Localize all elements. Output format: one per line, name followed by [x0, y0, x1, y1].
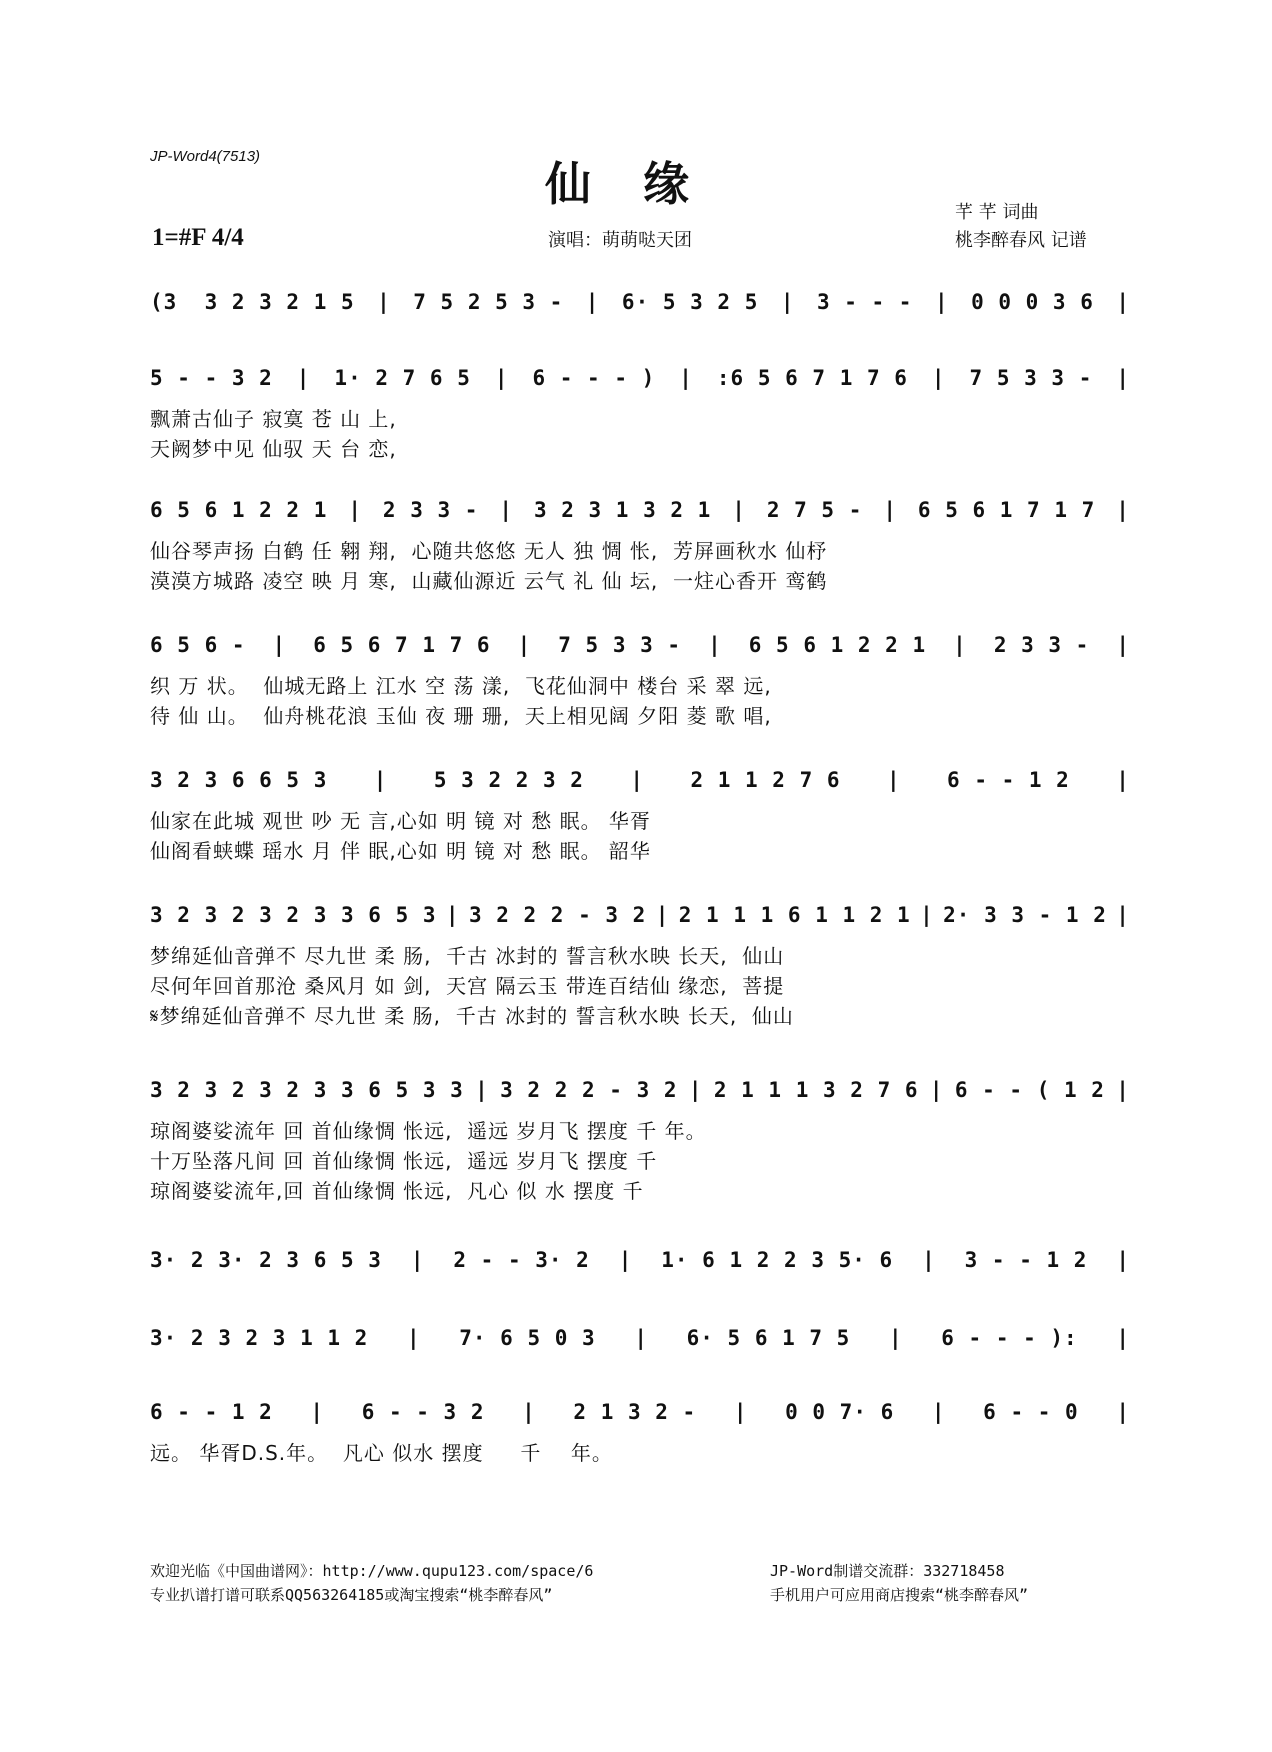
measure: 2· 3 3 - 1 2 [943, 903, 1107, 927]
measure: 7 5 2 5 3 - [413, 290, 564, 314]
barline: | [1116, 768, 1130, 792]
barline: | [708, 633, 722, 657]
barline: | [410, 1248, 425, 1272]
notation-line [150, 895, 1130, 935]
measure: 3 2 2 2 - 3 2 [500, 1078, 678, 1102]
measure: 2 3 3 - [382, 498, 479, 522]
barline: | [780, 290, 795, 314]
measure: 2 1 1 2 7 6 [690, 768, 841, 792]
measure: 7 5 3 3 - [558, 633, 682, 657]
lyric-text: 仙家在此城 观世 吵 无 言,心如 明 镜 对 愁 眠。 华胥 [150, 808, 651, 833]
measure: 3 2 3 2 3 2 3 3 6 5 3 [150, 903, 437, 927]
lyric-line [150, 534, 1130, 564]
lyric-text: 琼阁婆娑流年 回 首仙缘惆 怅远, 遥远 岁月飞 摆度 千 年。 [150, 1118, 707, 1143]
measure: 6 5 6 7 1 7 6 [313, 633, 491, 657]
notation-line [150, 760, 1130, 800]
measure: (3 3 2 3 2 1 5 [150, 290, 355, 314]
barline: | [585, 290, 600, 314]
lyric-line [150, 1114, 1130, 1144]
measure: 3 - - 1 2 [964, 1248, 1088, 1272]
lyric-text: 待 仙 山。 仙舟桃花浪 玉仙 夜 珊 珊, 天上相见阔 夕阳 菱 歌 唱, [150, 703, 772, 728]
measure: 3· 2 3 2 3 1 1 2 [150, 1326, 369, 1350]
barline: | [499, 498, 514, 522]
measure: 5 3 2 2 3 2 [433, 768, 584, 792]
measure: 3 2 3 6 6 5 3 [150, 768, 328, 792]
barline: | [733, 1400, 748, 1424]
barline: | [494, 366, 509, 390]
measure: 2 1 3 2 - [573, 1400, 697, 1424]
notation-line [150, 1318, 1130, 1358]
lyric-text: 仙阁看蛱蝶 瑶水 月 伴 眠,心如 明 镜 对 愁 眠。 韶华 [150, 838, 651, 863]
lyric-text: 𝄋梦绵延仙音弹不 尽九世 柔 肠, 千古 冰封的 誓言秋水映 长天, 仙山 [150, 1003, 794, 1028]
barline: | [1116, 498, 1130, 522]
software-label: JP-Word4(7513) [150, 148, 261, 165]
notation-line [150, 625, 1130, 665]
lyric-line [150, 1144, 1130, 1174]
measure: 6 - - 3 2 [361, 1400, 485, 1424]
footer-contact: 专业扒谱打谱可联系QQ563264185或淘宝搜索“桃李醉春风” [150, 1586, 553, 1604]
barline: | [634, 1326, 648, 1350]
measure: 1· 2 7 6 5 [334, 366, 471, 390]
measure: 3 - - - [816, 290, 913, 314]
lyric-line [150, 432, 1130, 462]
measure: 3 2 3 2 3 2 3 3 6 5 3 3 [150, 1078, 464, 1102]
barline: | [931, 366, 946, 390]
notation-line [150, 1240, 1130, 1280]
lyric-line [150, 939, 1130, 969]
barline: | [310, 1400, 325, 1424]
barline: | [475, 1078, 489, 1102]
measure: 6 - - 1 2 [150, 1400, 273, 1424]
footer-website: 欢迎光临《中国曲谱网》：http://www.qupu123.com/space/6 [150, 1562, 594, 1580]
notation-line [150, 358, 1130, 398]
barline: | [1116, 903, 1130, 927]
measure: 7· 6 5 0 3 [459, 1326, 596, 1350]
barline: | [883, 498, 897, 522]
barline: | [618, 1248, 633, 1272]
barline: | [1116, 366, 1130, 390]
measure: 6 - - - ) [532, 366, 656, 390]
barline: | [445, 903, 460, 927]
measure: 3· 2 3· 2 3 6 5 3 [150, 1248, 382, 1272]
lyric-line [150, 834, 1130, 864]
notation-line [150, 490, 1130, 530]
measure: 6· 5 3 2 5 [621, 290, 759, 314]
measure: 6 - - 0 [983, 1400, 1079, 1424]
measure: 2 - - 3· 2 [453, 1248, 590, 1272]
notation-line [150, 1392, 1130, 1432]
barline: | [922, 1248, 936, 1272]
lyric-line [150, 669, 1130, 699]
barline: | [1116, 1078, 1130, 1102]
lyric-line [150, 564, 1130, 594]
transcriber-credit: 桃李醉春风 记谱 [955, 230, 1087, 251]
notation-line [150, 1070, 1130, 1110]
lyric-text: 尽何年回首那沧 桑风月 如 剑, 天宫 隔云玉 带连百结仙 缘恋, 菩提 [150, 973, 785, 998]
barline: | [1116, 633, 1130, 657]
measure: :6 5 6 7 1 7 6 [716, 366, 908, 390]
barline: | [522, 1400, 536, 1424]
barline: | [296, 366, 311, 390]
lyric-line [150, 1174, 1130, 1204]
measure: 6 - - 1 2 [947, 768, 1070, 792]
barline: | [1116, 1400, 1130, 1424]
lyric-text: 织 万 状。 仙城无路上 江水 空 荡 漾, 飞花仙洞中 楼台 采 翠 远, [150, 673, 772, 698]
lyric-text: 飘萧古仙子 寂寞 苍 山 上, [150, 406, 397, 431]
lyricist-composer-credit: 芊 芊 词曲 [955, 202, 1039, 223]
barline: | [377, 290, 391, 314]
barline: | [920, 903, 934, 927]
measure: 6 - - ( 1 2 [954, 1078, 1105, 1102]
lyric-text: 十万坠落凡间 回 首仙缘惆 怅远, 遥远 岁月飞 摆度 千 [150, 1148, 658, 1173]
measure: 1· 6 1 2 2 3 5· 6 [661, 1248, 894, 1272]
barline: | [517, 633, 532, 657]
barline: | [655, 903, 670, 927]
measure: 7 5 3 3 - [969, 366, 1093, 390]
song-title: 仙缘 [545, 157, 741, 211]
lyric-text: 梦绵延仙音弹不 尽九世 柔 肠, 千古 冰封的 誓言秋水映 长天, 仙山 [150, 943, 785, 968]
barline: | [373, 768, 388, 792]
lyric-text: 天阙梦中见 仙驭 天 台 恋, [150, 436, 397, 461]
lyric-line [150, 999, 1130, 1029]
lyric-text: 远。 华胥D.S.年。 凡心 似水 摆度 千 年。 [150, 1440, 613, 1465]
lyric-line [150, 1436, 1130, 1466]
measure: 6· 5 6 1 7 5 [686, 1326, 851, 1350]
footer-group: JP-Word制谱交流群：332718458 [770, 1562, 1005, 1580]
measure: 2 1 1 1 6 1 1 2 1 [678, 903, 911, 927]
barline: | [934, 290, 949, 314]
measure: 0 0 0 3 6 [971, 290, 1094, 314]
measure: 2 3 3 - [993, 633, 1090, 657]
lyric-line [150, 699, 1130, 729]
measure: 6 5 6 1 2 2 1 [150, 498, 328, 522]
barline: | [931, 1400, 946, 1424]
measure: 0 0 7· 6 [785, 1400, 895, 1424]
lyric-text: 琼阁婆娑流年,回 首仙缘惆 怅远, 凡心 似 水 摆度 千 [150, 1178, 644, 1203]
barline: | [929, 1078, 944, 1102]
lyric-line [150, 804, 1130, 834]
barline: | [406, 1326, 421, 1350]
barline: | [272, 633, 287, 657]
measure: 5 - - 3 2 [150, 366, 273, 390]
measure: 6 5 6 1 2 2 1 [748, 633, 927, 657]
singer-label: 演唱：萌萌哒天团 [548, 230, 692, 251]
measure: 2 7 5 - [766, 498, 863, 522]
measure: 6 5 6 1 7 1 7 [917, 498, 1096, 522]
measure: 3 2 2 2 - 3 2 [468, 903, 647, 927]
measure: 6 5 6 - [150, 633, 246, 657]
lyric-line [150, 969, 1130, 999]
barline: | [679, 366, 693, 390]
notation-line [150, 282, 1130, 322]
barline: | [688, 1078, 703, 1102]
barline: | [732, 498, 746, 522]
lyric-text: 仙谷琴声扬 白鹤 任 翱 翔, 心随共悠悠 无人 独 惆 怅, 芳屏画秋水 仙杼 [150, 538, 828, 563]
barline: | [630, 768, 645, 792]
barline: | [953, 633, 967, 657]
barline: | [348, 498, 362, 522]
measure: 6 - - - ): [941, 1326, 1078, 1350]
barline: | [1116, 1248, 1130, 1272]
measure: 2 1 1 1 3 2 7 6 [713, 1078, 919, 1102]
barline: | [1116, 1326, 1130, 1350]
barline: | [1116, 290, 1130, 314]
lyric-text: 漠漠方城路 凌空 映 月 寒, 山藏仙源近 云气 礼 仙 坛, 一炷心香开 鸾鹤 [150, 568, 828, 593]
measure: 3 2 3 1 3 2 1 [533, 498, 712, 522]
lyric-line [150, 402, 1130, 432]
key-signature: 1=#F 4/4 [152, 224, 244, 251]
barline: | [888, 1326, 903, 1350]
barline: | [886, 768, 901, 792]
footer-app: 手机用户可应用商店搜索“桃李醉春风” [770, 1586, 1029, 1604]
